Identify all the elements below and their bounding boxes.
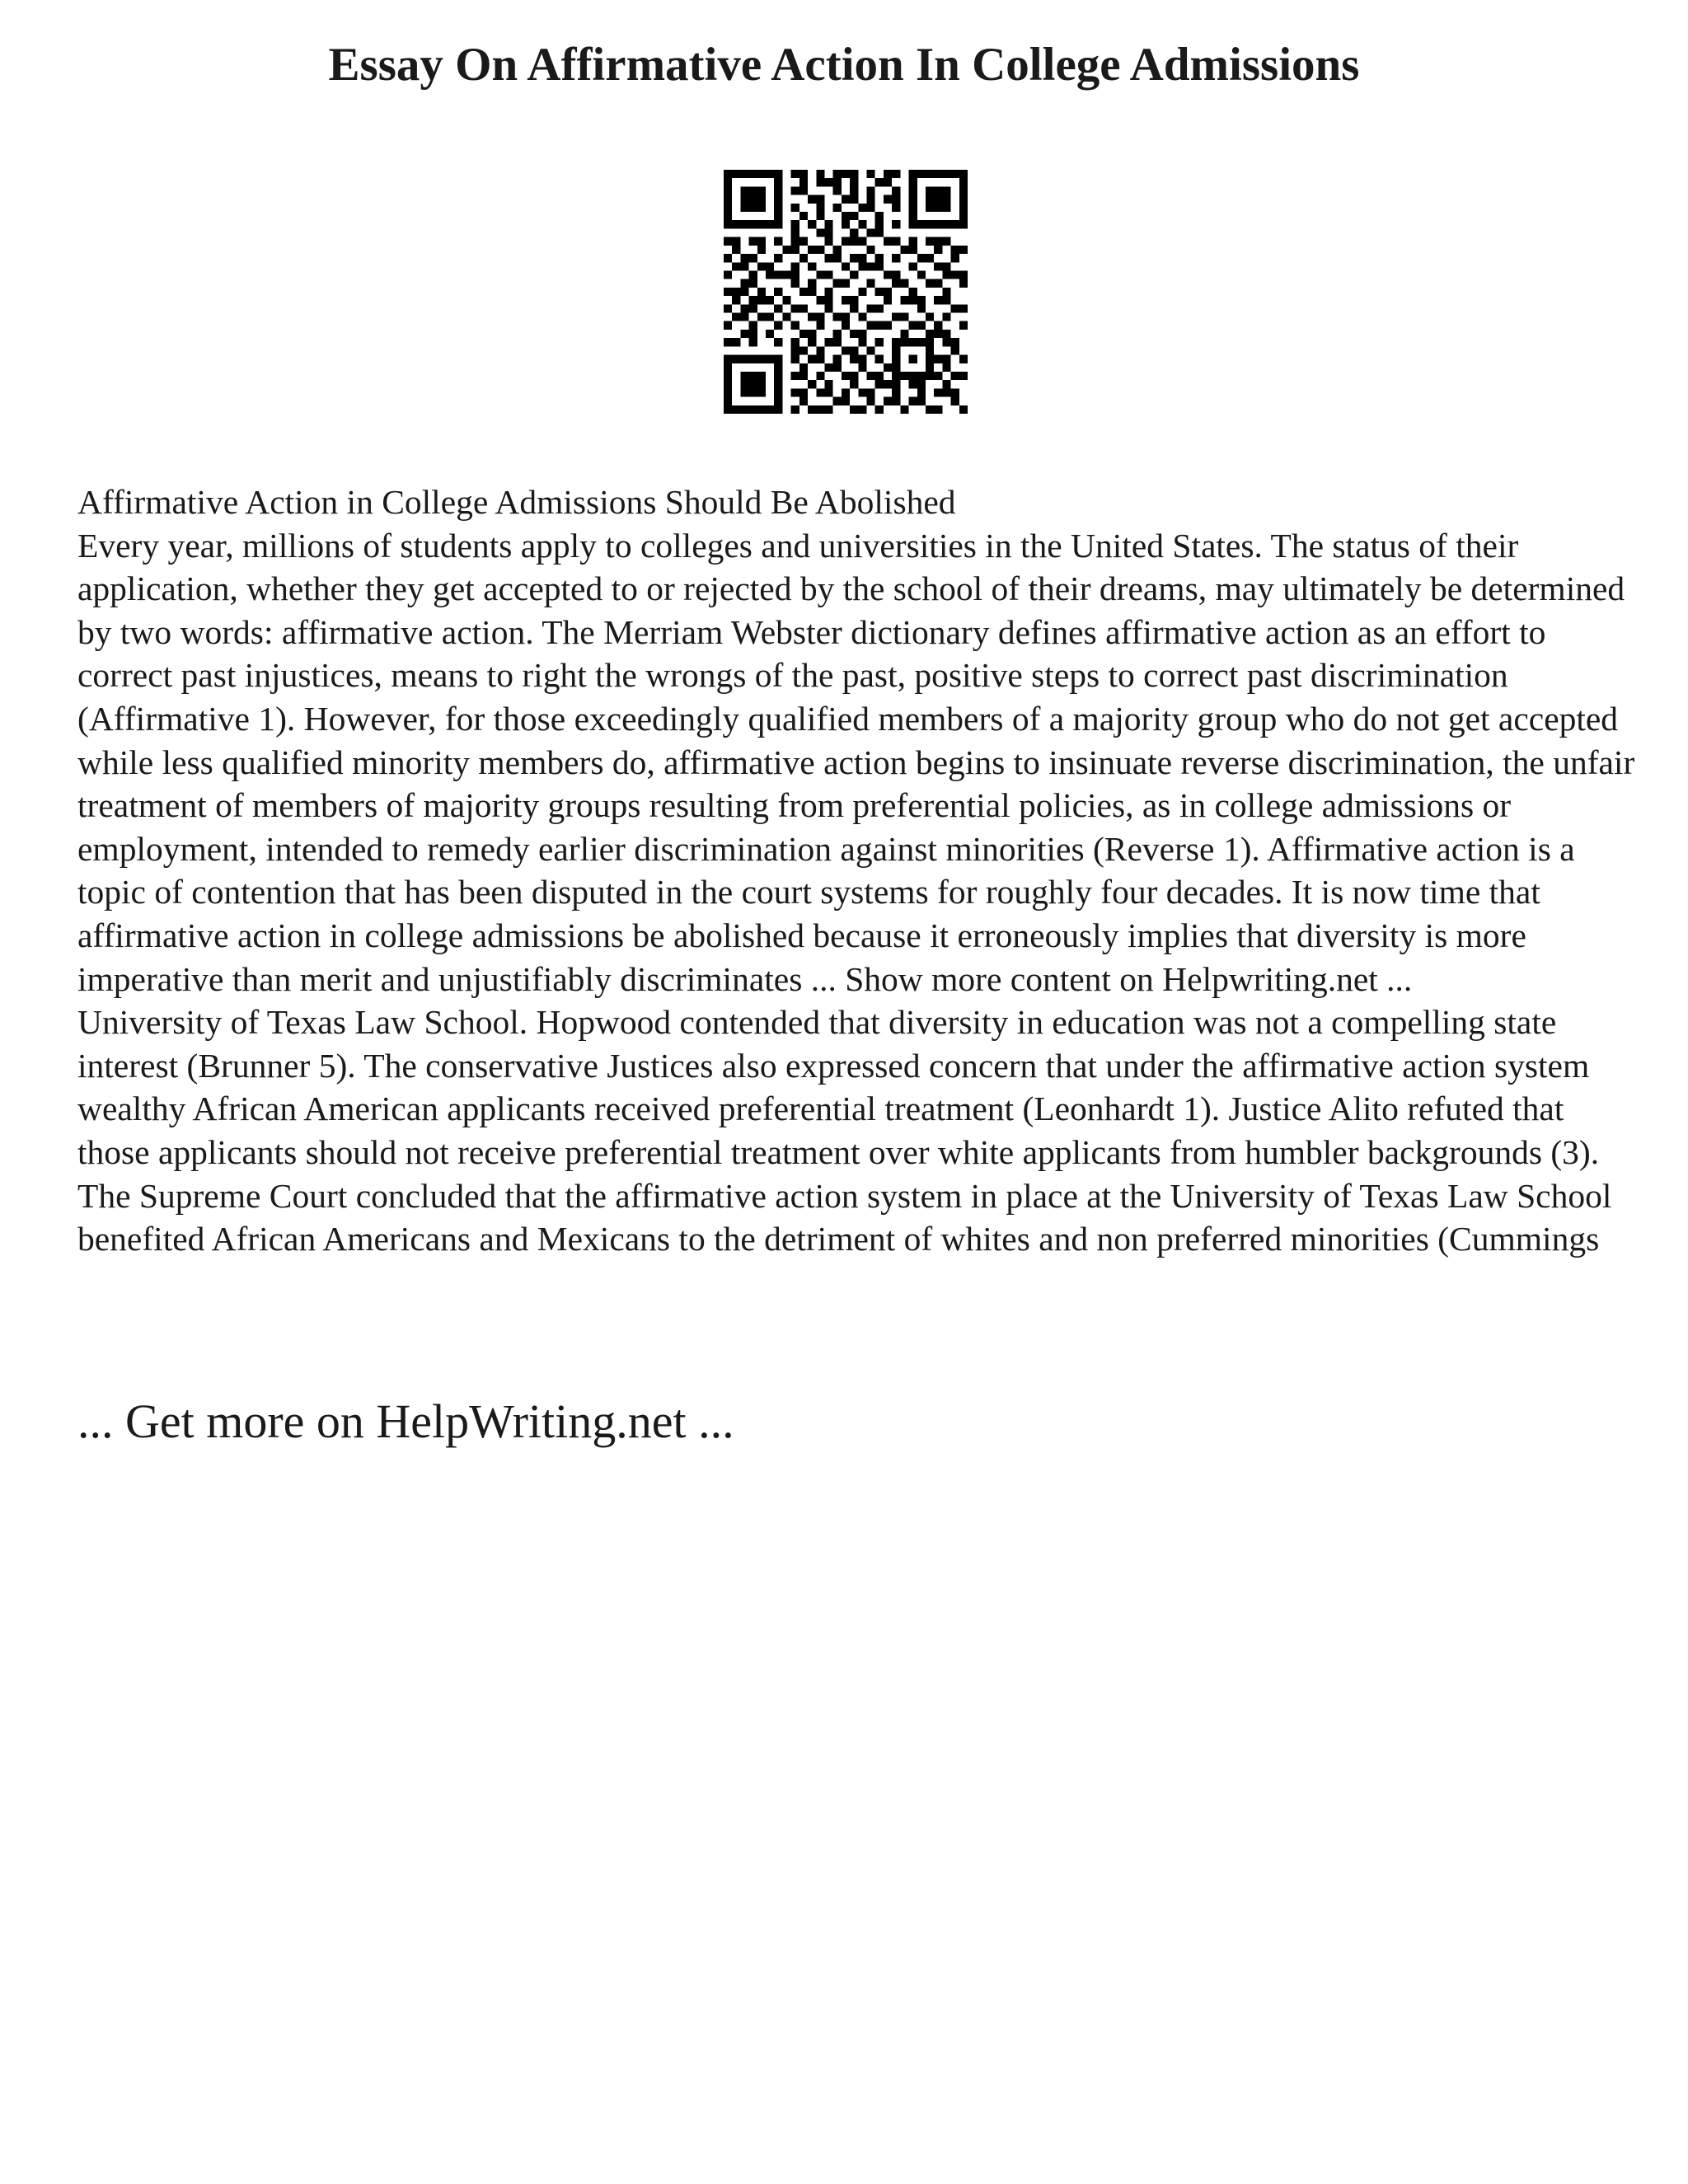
essay-paragraph-1: Every year, millions of students apply to colleges and universities in the United States. The status of their application, whether they get accepted to or rejected by the school of their dreams, may ultimately be determined by two words: affirmative action. The Merriam Webster dictionary defines affirmative action as an effort to correct past injustices, means to right the wrongs of the past, positive steps to correct past discrimination (Affirmative 1). However, for those exceedingly qualified members of a majority group who do not get accepted while less qualified minority members do, affirmative action begins to insinuate reverse discrimination, the unfair treatment of members of majority groups resulting from preferential policies, as in college admissions or employment, intended to remedy earlier discrimination against minorities (Reverse 1). Affirmative action is a topic of contention that has been disputed in the court systems for roughly four decades. It is now time that affirmative action in college admissions be abolished because it erroneously implies that diversity is more imperative than merit and unjustifiably discriminates ... Show more content on Helpwriting.net ... <box>77 526 1635 998</box>
get-more-link[interactable]: ... Get more on HelpWriting.net ... <box>77 1394 734 1448</box>
qr-code-graphic <box>724 170 968 414</box>
essay-body <box>77 480 1643 1261</box>
document-title: Essay On Affirmative Action In College Admissions <box>328 39 1360 91</box>
qr-code-icon <box>724 170 968 414</box>
essay-heading: Affirmative Action in College Admissions Should Be Abolished <box>77 483 956 521</box>
essay-paragraph-2: University of Texas Law School. Hopwood contended that diversity in education was not a compelling state interest (Brunner 5). The conservative Justices also expressed concern that under the affirmative action system wealthy African American applicants received preferential treatment (Leonhardt 1). Justice Alito refuted that those applicants should not receive preferential treatment over white applicants from humbler backgrounds (3). The Supreme Court concluded that the affirmative action system in place at the University of Texas Law School benefited African Americans and Mexicans to the detriment of whites and non preferred minorities (Cummings <box>77 1003 1612 1258</box>
